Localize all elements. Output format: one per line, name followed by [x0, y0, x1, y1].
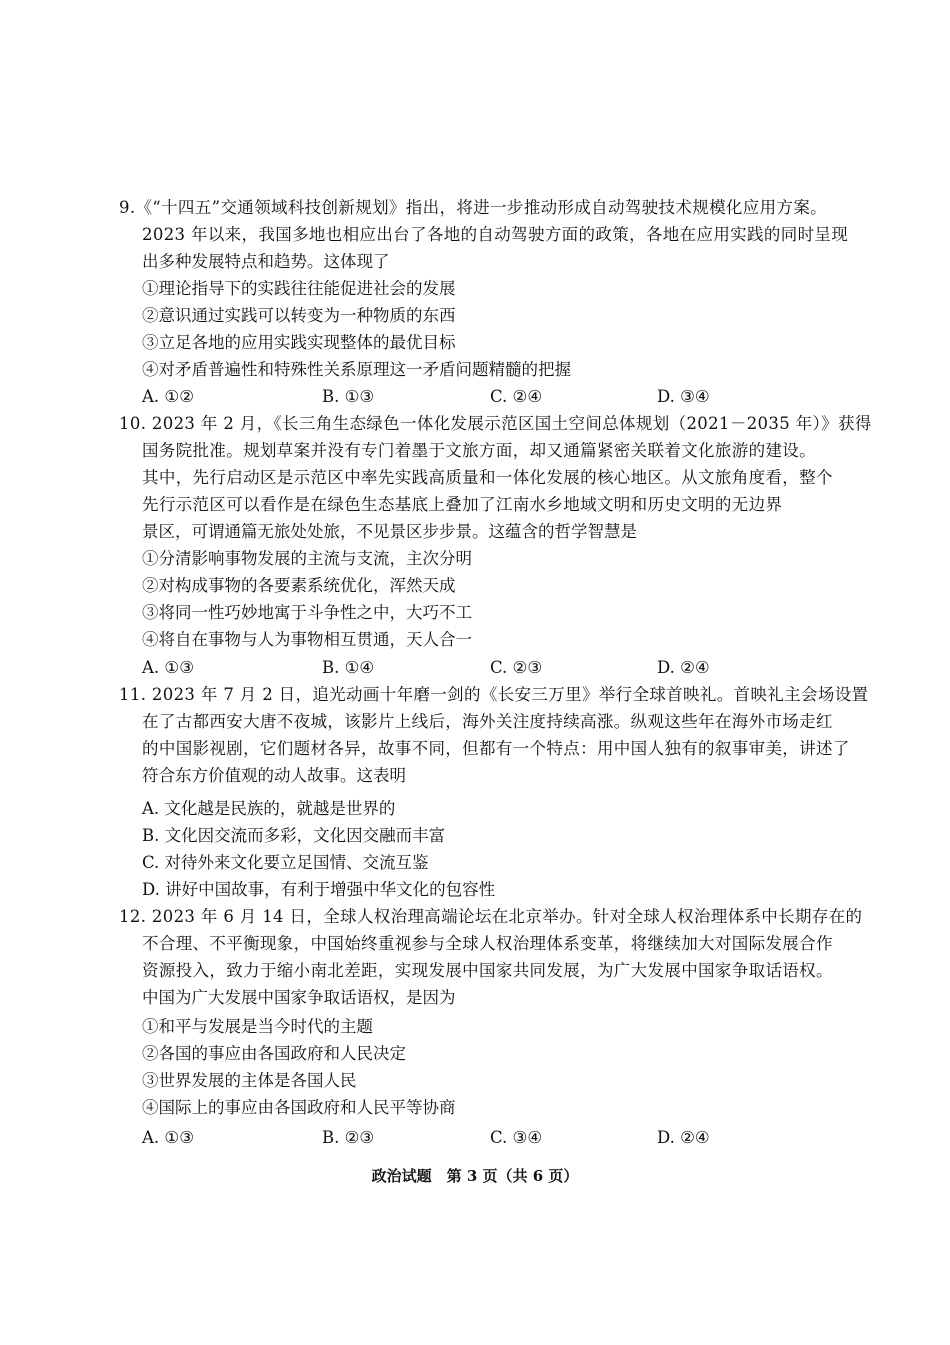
question-10-statement-2: ②对构成事物的各要素系统优化，浑然天成	[142, 576, 456, 595]
question-9-option-d[interactable]: D. ③④	[657, 387, 710, 406]
question-9-stem-line-1: 9.《“十四五”交通领域科技创新规划》指出，将进一步推动形成自动驾驶技术规模化应用方案。	[119, 198, 828, 217]
question-9-option-c[interactable]: C. ②④	[490, 387, 543, 406]
question-11-stem-line-1: 11. 2023 年 7 月 2 日，追光动画十年磨一剑的《长安三万里》举行全球首映礼。首映礼主会场设置	[119, 685, 869, 704]
question-12-statement-2: ②各国的事应由各国政府和人民决定	[142, 1044, 406, 1063]
question-10-stem-line-2: 国务院批准。规划草案并没有专门着墨于文旅方面，却又通篇紧密关联着文化旅游的建设。	[142, 441, 816, 460]
question-11-choice-a[interactable]: A. 文化越是民族的，就越是世界的	[142, 799, 396, 818]
question-9-options	[142, 386, 782, 408]
question-12-stem-line-2: 不合理、不平衡现象，中国始终重视参与全球人权治理体系变革，将继续加大对国际发展合作	[142, 934, 833, 953]
question-9-option-a[interactable]: A. ①②	[142, 387, 194, 406]
question-11-choice-c[interactable]: C. 对待外来文化要立足国情、交流互鉴	[142, 853, 429, 872]
question-10-stem-line-1: 10. 2023 年 2 月，《长三角生态绿色一体化发展示范区国土空间总体规划（2021－2035 年）》获得	[119, 414, 872, 433]
question-11-stem-line-2: 在了古都西安大唐不夜城，该影片上线后，海外关注度持续高涨。纵观这些年在海外市场走红	[142, 712, 833, 731]
question-12-statement-1: ①和平与发展是当今时代的主题	[142, 1017, 373, 1036]
question-9-statement-1: ①理论指导下的实践往往能促进社会的发展	[142, 279, 456, 298]
question-12-options	[142, 1127, 782, 1149]
question-10-stem-line-3: 其中，先行启动区是示范区中率先实践高质量和一体化发展的核心地区。从文旅角度看，整个	[142, 468, 833, 487]
question-10-option-d[interactable]: D. ②④	[657, 658, 710, 677]
question-11-choice-d[interactable]: D. 讲好中国故事，有利于增强中华文化的包容性	[142, 880, 496, 899]
question-10-statement-3: ③将同一性巧妙地寓于斗争性之中，大巧不工	[142, 603, 472, 622]
question-10-statement-1: ①分清影响事物发展的主流与支流，主次分明	[142, 549, 472, 568]
question-12-stem-line-1: 12. 2023 年 6 月 14 日，全球人权治理高端论坛在北京举办。针对全球人权治理体系中长期存在的	[119, 907, 863, 926]
question-9-statement-3: ③立足各地的应用实践实现整体的最优目标	[142, 333, 456, 352]
question-10-stem-line-4: 先行示范区可以看作是在绿色生态基底上叠加了江南水乡地域文明和历史文明的无边界	[142, 495, 783, 514]
question-9-statement-2: ②意识通过实践可以转变为一种物质的东西	[142, 306, 456, 325]
question-10-statement-4: ④将自在事物与人为事物相互贯通，天人合一	[142, 630, 472, 649]
question-10-options	[142, 657, 782, 679]
question-12-option-b[interactable]: B. ②③	[322, 1128, 375, 1147]
question-12-option-a[interactable]: A. ①③	[142, 1128, 194, 1147]
question-10-option-c[interactable]: C. ②③	[490, 658, 543, 677]
question-9-statement-4: ④对矛盾普遍性和特殊性关系原理这一矛盾问题精髓的把握	[142, 360, 571, 379]
question-12-stem-line-4: 中国为广大发展中国家争取话语权，是因为	[142, 988, 456, 1007]
question-10-option-b[interactable]: B. ①④	[322, 658, 375, 677]
question-12-statement-3: ③世界发展的主体是各国人民	[142, 1071, 357, 1090]
question-10-stem-line-5: 景区，可谓通篇无旅处处旅，不见景区步步景。这蕴含的哲学智慧是	[142, 522, 637, 541]
question-9-stem-line-3: 出多种发展特点和趋势。这体现了	[142, 252, 390, 271]
question-9-stem-line-2: 2023 年以来，我国多地也相应出台了各地的自动驾驶方面的政策，各地在应用实践的同时呈现	[142, 225, 849, 244]
question-11-stem-line-4: 符合东方价值观的动人故事。这表明	[142, 766, 406, 785]
page-footer: 政治试题 第 3 页（共 6 页）	[371, 1167, 579, 1185]
question-12-option-d[interactable]: D. ②④	[657, 1128, 710, 1147]
question-11-choice-b[interactable]: B. 文化因交流而多彩，文化因交融而丰富	[142, 826, 446, 845]
question-10-option-a[interactable]: A. ①③	[142, 658, 194, 677]
question-12-stem-line-3: 资源投入，致力于缩小南北差距，实现发展中国家共同发展，为广大发展中国家争取话语权。	[142, 961, 833, 980]
question-12-statement-4: ④国际上的事应由各国政府和人民平等协商	[142, 1098, 456, 1117]
question-9-option-b[interactable]: B. ①③	[322, 387, 375, 406]
question-12-option-c[interactable]: C. ③④	[490, 1128, 543, 1147]
question-11-stem-line-3: 的中国影视剧，它们题材各异，故事不同，但都有一个特点：用中国人独有的叙事审美，讲述了	[142, 739, 850, 758]
